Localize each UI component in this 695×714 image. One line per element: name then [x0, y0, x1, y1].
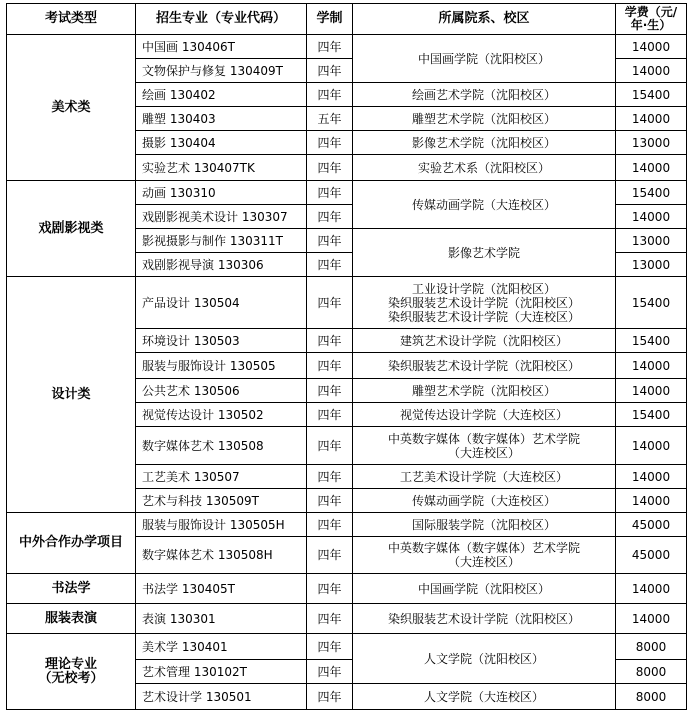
college-line: 雕塑艺术学院（沈阳校区）	[411, 111, 556, 126]
fee-cell: 14000	[616, 353, 687, 379]
table-row	[7, 513, 687, 537]
college-line: 传媒动画学院（大连校区）	[411, 197, 556, 212]
major-cell: 戏剧影视美术设计 130307	[136, 205, 307, 229]
fee-cell: 14000	[616, 489, 687, 513]
table-row	[7, 35, 687, 59]
college-line: 影像艺术学院（沈阳校区）	[411, 135, 556, 150]
exam-type-label: 服装表演	[44, 610, 97, 626]
college-line: 工艺美术设计学院（大连校区）	[399, 469, 568, 484]
major-cell: 书法学 130405T	[136, 574, 307, 604]
major-cell: 影视摄影与制作 130311T	[136, 229, 307, 253]
duration-cell: 四年	[307, 155, 353, 181]
college-line: 染织服装艺术设计学院（沈阳校区）	[387, 295, 580, 310]
fee-cell: 13000	[616, 229, 687, 253]
exam-type-label: 书法学	[51, 580, 91, 596]
college-line: 中英数字媒体（数字媒体）艺术学院	[387, 431, 580, 446]
header-fee-line2: 年·生）	[630, 18, 672, 32]
fee-cell: 8000	[616, 660, 687, 684]
major-cell: 服装与服饰设计 130505H	[136, 513, 307, 537]
college-cell	[353, 35, 616, 83]
duration-cell: 四年	[307, 229, 353, 253]
major-cell: 艺术与科技 130509T	[136, 489, 307, 513]
major-cell: 表演 130301	[136, 604, 307, 634]
duration-cell: 四年	[307, 35, 353, 59]
fee-cell: 15400	[616, 329, 687, 353]
college-line: 实验艺术系（沈阳校区）	[417, 160, 550, 175]
college-line: 建筑艺术设计学院（沈阳校区）	[399, 333, 568, 348]
major-cell: 戏剧影视导演 130306	[136, 253, 307, 277]
duration-cell: 四年	[307, 403, 353, 427]
college-cell	[353, 131, 616, 155]
fee-cell: 8000	[616, 684, 687, 710]
college-line: 人文学院（沈阳校区）	[423, 651, 544, 666]
exam-type-label: 美术类	[51, 99, 91, 115]
fee-cell: 14000	[616, 604, 687, 634]
exam-type-label: 中外合作办学项目	[18, 535, 123, 550]
major-cell: 实验艺术 130407TK	[136, 155, 307, 181]
exam-type-cell	[7, 513, 136, 574]
college-cell	[353, 229, 616, 277]
fee-cell: 14000	[616, 155, 687, 181]
duration-cell: 四年	[307, 379, 353, 403]
college-line: 中国画学院（沈阳校区）	[417, 581, 550, 596]
fee-cell: 45000	[616, 537, 687, 574]
exam-type-label: 设计类	[51, 386, 91, 402]
duration-cell: 四年	[307, 205, 353, 229]
table-row	[7, 604, 687, 634]
college-line: 染织服装艺术设计学院（沈阳校区）	[387, 611, 580, 626]
college-line: 中英数字媒体（数字媒体）艺术学院	[387, 541, 580, 555]
college-line: 绘画艺术学院（沈阳校区）	[411, 87, 556, 102]
table-row	[7, 277, 687, 329]
table-row	[7, 181, 687, 205]
major-cell: 环境设计 130503	[136, 329, 307, 353]
major-cell: 文物保护与修复 130409T	[136, 59, 307, 83]
college-line: 国际服装学院（沈阳校区）	[411, 517, 556, 532]
major-cell: 数字媒体艺术 130508	[136, 427, 307, 465]
fee-cell: 14000	[616, 107, 687, 131]
fee-cell: 15400	[616, 181, 687, 205]
header-college: 所属院系、校区	[353, 4, 616, 35]
college-cell	[353, 537, 616, 574]
duration-cell: 四年	[307, 131, 353, 155]
major-cell: 摄影 130404	[136, 131, 307, 155]
fee-cell: 8000	[616, 634, 687, 660]
college-line: 中国画学院（沈阳校区）	[417, 51, 550, 66]
college-cell	[353, 277, 616, 329]
duration-cell: 四年	[307, 253, 353, 277]
header-exam-type: 考试类型	[7, 4, 136, 35]
fee-cell: 14000	[616, 59, 687, 83]
college-cell	[353, 83, 616, 107]
major-cell: 动画 130310	[136, 181, 307, 205]
college-line: 传媒动画学院（大连校区）	[411, 493, 556, 508]
fee-cell: 14000	[616, 35, 687, 59]
college-cell	[353, 513, 616, 537]
exam-type-cell	[7, 634, 136, 710]
duration-cell: 四年	[307, 513, 353, 537]
exam-type-cell	[7, 181, 136, 277]
fee-cell: 13000	[616, 131, 687, 155]
major-cell: 中国画 130406T	[136, 35, 307, 59]
fee-cell: 14000	[616, 574, 687, 604]
fee-cell: 14000	[616, 465, 687, 489]
table-body	[7, 35, 687, 710]
exam-type-label: （无校考）	[38, 670, 104, 686]
college-line: 人文学院（大连校区）	[423, 689, 544, 704]
college-cell	[353, 427, 616, 465]
college-cell	[353, 353, 616, 379]
college-line: 雕塑艺术学院（沈阳校区）	[411, 383, 556, 398]
duration-cell: 四年	[307, 660, 353, 684]
duration-cell: 四年	[307, 277, 353, 329]
header-major: 招生专业（专业代码）	[136, 4, 307, 35]
major-cell: 产品设计 130504	[136, 277, 307, 329]
college-cell	[353, 604, 616, 634]
duration-cell: 四年	[307, 604, 353, 634]
fee-cell: 45000	[616, 513, 687, 537]
duration-cell: 四年	[307, 574, 353, 604]
college-line: 影像艺术学院	[447, 245, 520, 260]
fee-cell: 15400	[616, 83, 687, 107]
college-cell	[353, 155, 616, 181]
college-cell	[353, 684, 616, 710]
college-cell	[353, 329, 616, 353]
exam-type-label: 戏剧影视类	[38, 220, 104, 236]
header-fee-line1: 学费（元/	[624, 5, 678, 19]
duration-cell: 四年	[307, 489, 353, 513]
major-cell: 雕塑 130403	[136, 107, 307, 131]
duration-cell: 四年	[307, 353, 353, 379]
college-line: 染织服装艺术设计学院（大连校区）	[387, 309, 580, 324]
college-cell	[353, 403, 616, 427]
exam-type-cell	[7, 574, 136, 604]
major-cell: 服装与服饰设计 130505	[136, 353, 307, 379]
major-cell: 公共艺术 130506	[136, 379, 307, 403]
fee-cell: 14000	[616, 427, 687, 465]
duration-cell: 四年	[307, 634, 353, 660]
college-cell	[353, 574, 616, 604]
major-cell: 艺术设计学 130501	[136, 684, 307, 710]
duration-cell: 五年	[307, 107, 353, 131]
exam-type-cell	[7, 277, 136, 513]
major-cell: 艺术管理 130102T	[136, 660, 307, 684]
college-cell	[353, 107, 616, 131]
major-cell: 数字媒体艺术 130508H	[136, 537, 307, 574]
duration-cell: 四年	[307, 329, 353, 353]
college-line: 视觉传达设计学院（大连校区）	[399, 407, 568, 422]
duration-cell: 四年	[307, 427, 353, 465]
college-line: 工业设计学院（沈阳校区）	[411, 281, 556, 296]
exam-type-cell	[7, 35, 136, 181]
duration-cell: 四年	[307, 537, 353, 574]
college-cell	[353, 379, 616, 403]
college-line: （大连校区）	[447, 555, 520, 569]
major-cell: 工艺美术 130507	[136, 465, 307, 489]
major-cell: 绘画 130402	[136, 83, 307, 107]
college-cell	[353, 181, 616, 229]
duration-cell: 四年	[307, 59, 353, 83]
college-line: 染织服装艺术设计学院（沈阳校区）	[387, 358, 580, 373]
duration-cell: 四年	[307, 684, 353, 710]
fee-cell: 14000	[616, 205, 687, 229]
college-cell	[353, 465, 616, 489]
duration-cell: 四年	[307, 83, 353, 107]
major-cell: 视觉传达设计 130502	[136, 403, 307, 427]
admissions-table	[6, 3, 687, 710]
exam-type-cell	[7, 604, 136, 634]
exam-type-label: 理论专业	[44, 656, 97, 672]
header-fee	[616, 4, 687, 35]
duration-cell: 四年	[307, 181, 353, 205]
duration-cell: 四年	[307, 465, 353, 489]
table-row	[7, 574, 687, 604]
college-cell	[353, 489, 616, 513]
college-line: （大连校区）	[447, 445, 520, 460]
header-duration: 学制	[307, 4, 353, 35]
fee-cell: 14000	[616, 379, 687, 403]
fee-cell: 15400	[616, 403, 687, 427]
major-cell: 美术学 130401	[136, 634, 307, 660]
fee-cell: 13000	[616, 253, 687, 277]
table-row	[7, 634, 687, 660]
fee-cell: 15400	[616, 277, 687, 329]
header-row	[7, 4, 687, 35]
college-cell	[353, 634, 616, 684]
